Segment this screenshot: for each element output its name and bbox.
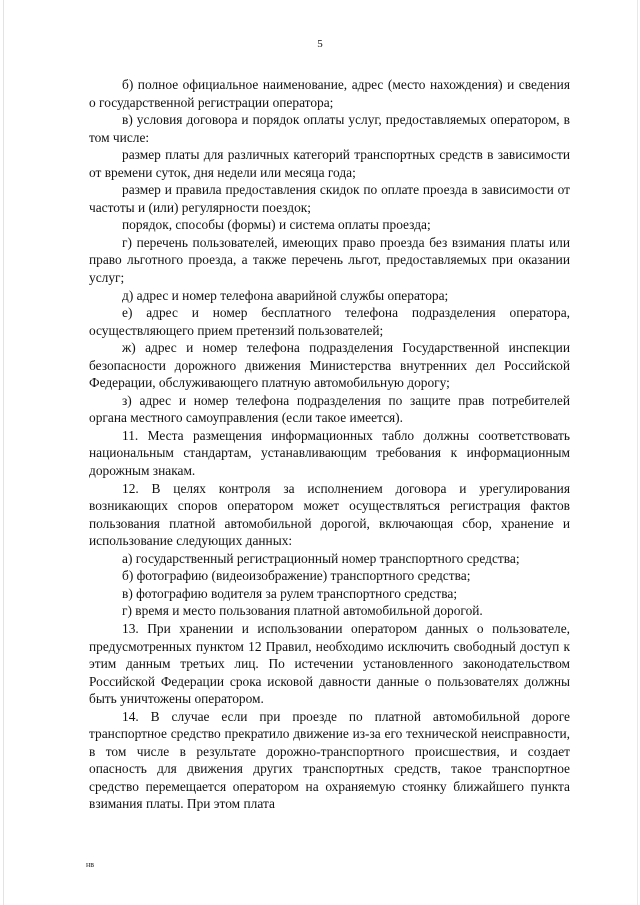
scan-edge-right [637,0,638,905]
paragraph-a-plate-number: а) государственный регистрационный номер транспортного средства; [122,550,520,566]
paragraph-g-time-place: г) время и место пользования платной автомобильной дорогой. [122,603,483,619]
paragraph-v-contract: в) условия договора и порядок оплаты услуг, предоставляемых оператором, в том числе: [89,112,570,145]
document-body [89,76,570,813]
page-number: 5 [317,38,323,50]
paragraph-e-complaints: е) адрес и номер бесплатного телефона подразделения оператора, осуществляющего прием претензий пользователей; [89,305,570,338]
paragraph-zh-traffic-police: ж) адрес и номер телефона подразделения Государственной инспекции безопасности дорожного движения Министерства внутренних дел Российской Федерации, обслуживающего платную автомобильную дорогу; [89,340,570,391]
paragraph-g-exempt-users: г) перечень пользователей, имеющих право проезда без взимания платы или право льготного проезда, а также перечень льгот, предоставляемых при оказании услуг; [89,234,570,286]
paragraph-payment-methods: порядок, способы (формы) и система оплаты проезда; [122,217,431,233]
paragraph-b-name: б) полное официальное наименование, адрес (место нахождения) и сведения о государственной регистрации оператора; [89,77,570,110]
paragraph-11-info-boards: 11. Места размещения информационных табло должны соответствовать национальным стандартам, устанавливающим требования к информационным дорожным знакам. [89,427,570,479]
paragraph-13-data-storage: 13. При хранении и использовании оператором данных о пользователе, предусмотренных пунктом 12 Правил, необходимо исключить свободный доступ к этим данным третьих лиц. По истечении установленного законодательством Российской Федерации срока исковой давности данные о пользователях должны быть уничтожены оператором. [89,620,570,707]
paragraph-z-consumer-rights: з) адрес и номер телефона подразделения по защите прав потребителей органа местного самоуправления (если такое имеется). [89,392,570,426]
paragraph-fee-size: размер платы для различных категорий транспортных средств в зависимости от времени суток, дня недели или месяца года; [89,147,570,180]
paragraph-14-breakdown: 14. В случае если при проезде по платной автомобильной дороге транспортное средство прекратило движение из-за его технической неисправности, в том числе в результате дорожно-транспортного происшествия, и создает опасность для движения других транспортных средств, такое транспортное средство перемещается оператором на охраняемую стоянку ближайшего пункта взимания платы. При этом плата [89,708,570,812]
paragraph-discounts: размер и правила предоставления скидок по оплате проезда в зависимости от частоты и (или) регулярности поездок; [89,182,570,215]
paragraph-d-emergency: д) адрес и номер телефона аварийной службы оператора; [122,287,449,303]
scan-edge-left [3,0,4,905]
paragraph-b-vehicle-photo: б) фотографию (видеоизображение) транспортного средства; [122,568,471,584]
paragraph-12-registration: 12. В целях контроля за исполнением договора и урегулирования возникающих споров оператором может осуществляться регистрация фактов пользования платной автомобильной дорогой, включающая сбор, хранение и использование следующих данных: [89,480,570,549]
paragraph-v-driver-photo: в) фотографию водителя за рулем транспортного средства; [122,585,458,601]
footer-mark: нв [86,860,95,869]
